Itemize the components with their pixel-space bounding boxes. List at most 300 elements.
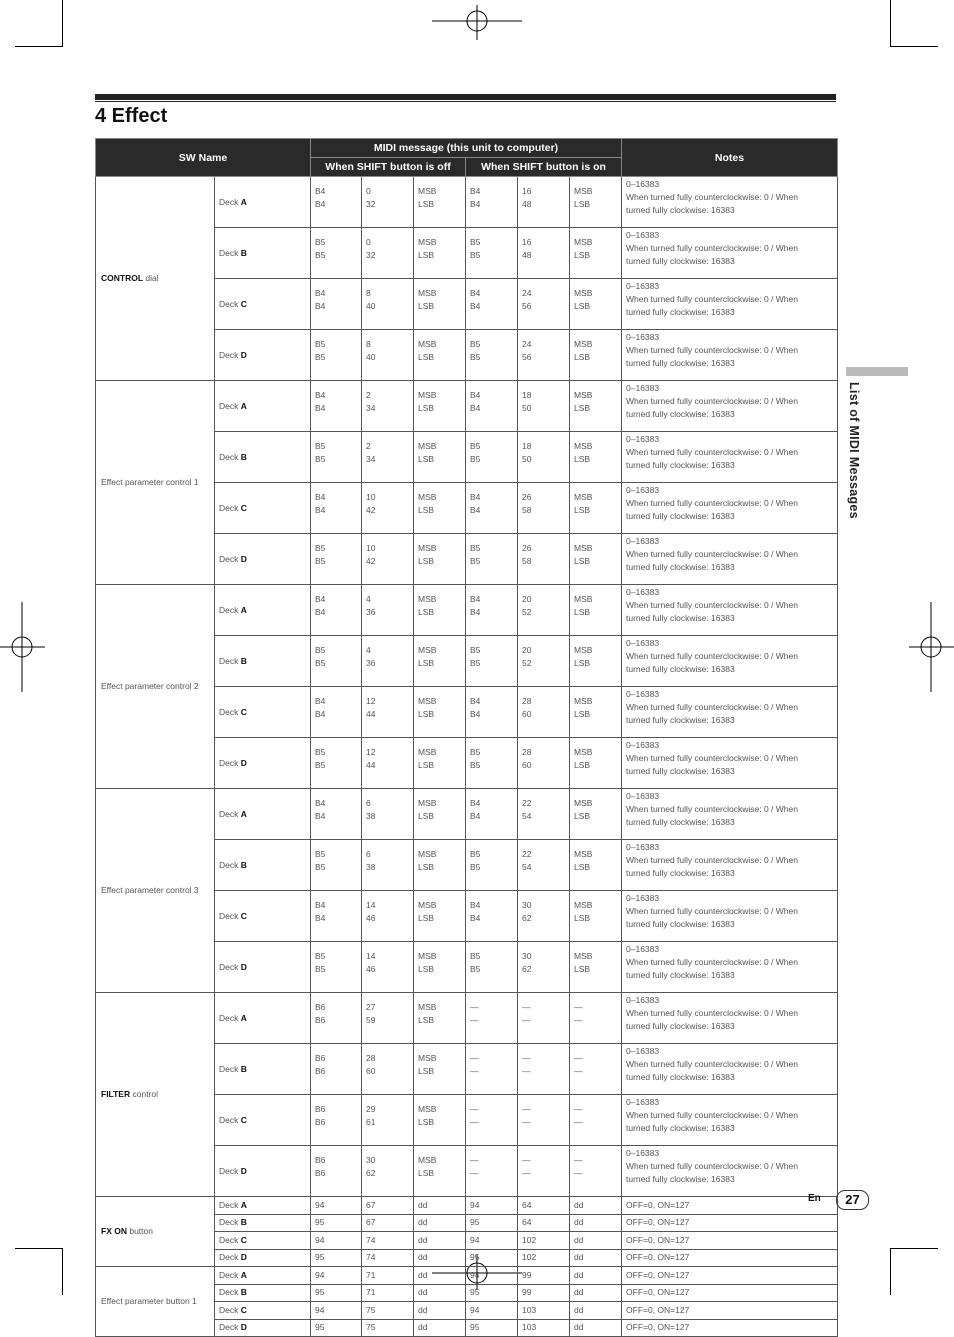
- notes-cell: [622, 1284, 838, 1302]
- midi-value: LSB: [574, 249, 591, 260]
- notes-cell: [622, 330, 838, 381]
- midi-value: B4: [470, 504, 481, 515]
- table-row: [96, 789, 838, 840]
- midi-value: MSB: [418, 798, 437, 808]
- language-label: En: [808, 1193, 821, 1204]
- midi-value: 34: [366, 402, 376, 413]
- side-label: List of MIDI Messages: [847, 382, 861, 519]
- midi-value-cell: [414, 1214, 466, 1232]
- midi-value-cell: [414, 1095, 466, 1146]
- deck-cell: [215, 1197, 311, 1215]
- midi-value-cell: [466, 534, 518, 585]
- deck-prefix: Deck: [219, 1114, 239, 1125]
- midi-value: B5: [315, 951, 326, 961]
- deck-cell: [215, 432, 311, 483]
- midi-value: LSB: [574, 657, 591, 668]
- midi-value: —: [574, 1002, 583, 1012]
- notes-cell: [622, 1232, 838, 1250]
- note-text: When turned fully counterclockwise: 0 / When: [626, 497, 798, 508]
- midi-value-cell: [466, 687, 518, 738]
- midi-value: B4: [315, 390, 326, 400]
- header-shift-on: When SHIFT button is on: [466, 158, 622, 177]
- midi-value: LSB: [418, 351, 435, 362]
- midi-value-cell: [570, 1214, 622, 1232]
- midi-value: dd: [574, 1269, 584, 1280]
- deck-letter: C: [240, 502, 247, 513]
- midi-value-cell: [570, 483, 622, 534]
- midi-value: 52: [522, 606, 532, 617]
- midi-value: dd: [574, 1252, 584, 1263]
- note-text: 0–16383: [626, 179, 660, 189]
- midi-value: B5: [315, 249, 326, 260]
- deck-prefix: Deck: [219, 1165, 239, 1176]
- deck-cell: [215, 177, 311, 228]
- note-text: turned fully clockwise: 16383: [626, 714, 735, 725]
- title-rule: [95, 94, 836, 100]
- midi-value: LSB: [418, 861, 435, 872]
- midi-value: LSB: [418, 402, 435, 413]
- midi-value: 58: [522, 555, 532, 566]
- midi-value-cell: [414, 1284, 466, 1302]
- midi-value: B6: [315, 1002, 326, 1012]
- midi-value: B5: [470, 249, 481, 260]
- deck-cell: [215, 585, 311, 636]
- midi-value: MSB: [418, 594, 437, 604]
- deck-cell: [215, 534, 311, 585]
- midi-value: LSB: [418, 606, 435, 617]
- midi-value: LSB: [574, 963, 591, 974]
- midi-value-cell: [570, 177, 622, 228]
- midi-value-cell: [362, 330, 414, 381]
- midi-value: B4: [470, 186, 481, 196]
- midi-value: MSB: [574, 645, 593, 655]
- deck-prefix: Deck: [219, 604, 239, 615]
- midi-value: 4: [366, 645, 371, 655]
- note-text: turned fully clockwise: 16383: [626, 816, 735, 827]
- midi-value: 74: [366, 1252, 376, 1263]
- notes-cell: [622, 687, 838, 738]
- deck-letter: B: [240, 247, 247, 258]
- midi-value-cell: [466, 279, 518, 330]
- midi-value: B5: [315, 453, 326, 464]
- midi-value: B5: [315, 543, 326, 553]
- midi-value-cell: [362, 1319, 414, 1337]
- header-midi-message: MIDI message (this unit to computer): [311, 139, 622, 158]
- deck-prefix: Deck: [219, 502, 239, 513]
- midi-value: 24: [522, 288, 532, 298]
- midi-value: 6: [366, 849, 371, 859]
- midi-value-cell: [466, 738, 518, 789]
- midi-value-cell: [518, 840, 570, 891]
- midi-value: LSB: [418, 504, 435, 515]
- midi-value: 56: [522, 300, 532, 311]
- sw-name-bold: FX ON: [101, 1226, 127, 1236]
- deck-letter: A: [240, 1199, 247, 1210]
- midi-value: 8: [366, 288, 371, 298]
- midi-value-cell: [518, 1232, 570, 1250]
- midi-value: —: [574, 1065, 583, 1076]
- note-text: turned fully clockwise: 16383: [626, 561, 735, 572]
- midi-value-cell: [518, 942, 570, 993]
- midi-value: MSB: [418, 696, 437, 706]
- midi-value: 44: [366, 708, 376, 719]
- midi-value: 75: [366, 1304, 376, 1315]
- midi-value: MSB: [418, 900, 437, 910]
- sw-name-text: button: [126, 1226, 153, 1236]
- midi-value-cell: [570, 1302, 622, 1320]
- note-text: 0–16383: [626, 842, 660, 852]
- midi-value: 30: [366, 1155, 376, 1165]
- note-text: turned fully clockwise: 16383: [626, 306, 735, 317]
- deck-cell: [215, 891, 311, 942]
- midi-value-cell: [362, 942, 414, 993]
- midi-value: 48: [522, 198, 532, 209]
- deck-cell: [215, 1214, 311, 1232]
- midi-value: 4: [366, 594, 371, 604]
- midi-value: 22: [522, 798, 532, 808]
- midi-value-cell: [466, 585, 518, 636]
- midi-value-cell: [311, 840, 362, 891]
- deck-letter: D: [240, 349, 247, 360]
- note-text: When turned fully counterclockwise: 0 / When: [626, 803, 798, 814]
- midi-value: B5: [315, 645, 326, 655]
- midi-value-cell: [362, 279, 414, 330]
- midi-value: dd: [418, 1199, 428, 1210]
- deck-cell: [215, 1044, 311, 1095]
- midi-value: LSB: [574, 759, 591, 770]
- midi-value: MSB: [418, 543, 437, 553]
- midi-value-cell: [570, 1319, 622, 1337]
- midi-value-cell: [466, 432, 518, 483]
- midi-value-cell: [570, 840, 622, 891]
- midi-value: B5: [315, 351, 326, 362]
- deck-letter: B: [240, 1287, 247, 1298]
- notes-cell: [622, 1302, 838, 1320]
- midi-value: B5: [470, 861, 481, 872]
- midi-value: B4: [315, 504, 326, 515]
- midi-value: dd: [418, 1322, 428, 1333]
- sw-name-bold: FILTER: [101, 1089, 131, 1100]
- deck-letter: D: [240, 961, 247, 972]
- midi-value: 46: [366, 963, 376, 974]
- deck-letter: C: [240, 1234, 247, 1245]
- midi-value: 75: [366, 1322, 376, 1333]
- deck-prefix: Deck: [219, 1252, 239, 1263]
- midi-value-cell: [570, 891, 622, 942]
- table-row: [96, 993, 838, 1044]
- midi-value-cell: [570, 381, 622, 432]
- note-text: turned fully clockwise: 16383: [626, 357, 735, 368]
- deck-prefix: Deck: [219, 1217, 239, 1228]
- midi-value: 2: [366, 390, 371, 400]
- midi-value: 28: [366, 1053, 376, 1063]
- midi-value-cell: [414, 228, 466, 279]
- midi-value: MSB: [418, 645, 437, 655]
- midi-value-cell: [414, 483, 466, 534]
- midi-value: 94: [470, 1269, 480, 1280]
- midi-value: LSB: [574, 402, 591, 413]
- midi-value-cell: [311, 381, 362, 432]
- deck-letter: B: [240, 451, 247, 462]
- midi-value: 36: [366, 657, 376, 668]
- midi-value-cell: [414, 1197, 466, 1215]
- midi-value-cell: [311, 789, 362, 840]
- midi-value: —: [574, 1167, 583, 1178]
- note-text: turned fully clockwise: 16383: [626, 408, 735, 419]
- note-text: When turned fully counterclockwise: 0 / When: [626, 650, 798, 661]
- midi-value: B5: [470, 453, 481, 464]
- midi-value: 0: [366, 186, 371, 196]
- midi-value-cell: [570, 1249, 622, 1267]
- midi-value: B5: [470, 747, 481, 757]
- midi-value-cell: [518, 1302, 570, 1320]
- notes-cell: [622, 1146, 838, 1197]
- midi-value: 60: [522, 759, 532, 770]
- midi-value-cell: [466, 1302, 518, 1320]
- deck-prefix: Deck: [219, 961, 239, 972]
- midi-value: 50: [522, 453, 532, 464]
- midi-value-cell: [466, 330, 518, 381]
- note-text: OFF=0, ON=127: [626, 1269, 690, 1280]
- midi-value-cell: [311, 1267, 362, 1285]
- midi-value: 16: [522, 186, 532, 196]
- midi-value: MSB: [418, 849, 437, 859]
- note-text: turned fully clockwise: 16383: [626, 612, 735, 623]
- deck-letter: B: [240, 1217, 247, 1228]
- deck-cell: [215, 1267, 311, 1285]
- midi-value: —: [574, 1104, 583, 1114]
- deck-cell: [215, 1095, 311, 1146]
- midi-value-cell: [518, 279, 570, 330]
- midi-value: B4: [470, 606, 481, 617]
- header-sw-name: SW Name: [96, 139, 311, 177]
- notes-cell: [622, 1044, 838, 1095]
- midi-value: B5: [470, 351, 481, 362]
- midi-value: B4: [470, 912, 481, 923]
- midi-value: —: [522, 1014, 531, 1025]
- midi-value: LSB: [418, 1116, 435, 1127]
- deck-letter: A: [240, 604, 247, 615]
- midi-value: 29: [366, 1104, 376, 1114]
- midi-value: B4: [470, 798, 481, 808]
- sw-name-text: dial: [143, 273, 159, 284]
- midi-value: B6: [315, 1053, 326, 1063]
- deck-letter: C: [240, 706, 247, 717]
- midi-value-cell: [362, 432, 414, 483]
- midi-value: 28: [522, 696, 532, 706]
- midi-value: LSB: [574, 810, 591, 821]
- midi-value: MSB: [574, 747, 593, 757]
- midi-value-cell: [311, 942, 362, 993]
- midi-value-cell: [518, 483, 570, 534]
- notes-cell: [622, 432, 838, 483]
- note-text: 0–16383: [626, 383, 660, 393]
- midi-value: 6: [366, 798, 371, 808]
- midi-value: LSB: [418, 198, 435, 209]
- midi-value-cell: [518, 738, 570, 789]
- note-text: turned fully clockwise: 16383: [626, 255, 735, 266]
- midi-value-cell: [570, 1095, 622, 1146]
- midi-table: [95, 138, 838, 1337]
- midi-value: 64: [522, 1199, 532, 1210]
- midi-value: —: [470, 1014, 479, 1025]
- midi-value: MSB: [418, 1104, 437, 1114]
- midi-value-cell: [311, 1284, 362, 1302]
- note-text: When turned fully counterclockwise: 0 / When: [626, 191, 798, 202]
- midi-value: 8: [366, 339, 371, 349]
- midi-value-cell: [570, 687, 622, 738]
- midi-value-cell: [518, 789, 570, 840]
- midi-value-cell: [518, 1197, 570, 1215]
- midi-value: 32: [366, 249, 376, 260]
- notes-cell: [622, 738, 838, 789]
- notes-cell: [622, 177, 838, 228]
- midi-value: 62: [522, 963, 532, 974]
- midi-value: 22: [522, 849, 532, 859]
- deck-cell: [215, 789, 311, 840]
- midi-value: MSB: [574, 441, 593, 451]
- midi-value-cell: [570, 993, 622, 1044]
- midi-value-cell: [466, 1284, 518, 1302]
- sw-name-text: Effect parameter button 1: [101, 1296, 197, 1306]
- midi-value: 102: [522, 1252, 537, 1263]
- midi-value-cell: [518, 1249, 570, 1267]
- deck-letter: D: [240, 1165, 247, 1176]
- midi-value: MSB: [418, 288, 437, 298]
- deck-letter: C: [240, 298, 247, 309]
- note-text: OFF=0, ON=127: [626, 1199, 690, 1210]
- midi-value: 52: [522, 657, 532, 668]
- midi-value: MSB: [574, 237, 593, 247]
- note-text: 0–16383: [626, 1046, 660, 1056]
- midi-value: 94: [315, 1199, 325, 1210]
- midi-value: MSB: [574, 186, 593, 196]
- midi-value: 27: [366, 1002, 376, 1012]
- midi-value-cell: [570, 1044, 622, 1095]
- midi-value: MSB: [418, 492, 437, 502]
- midi-value: B4: [470, 492, 481, 502]
- note-text: When turned fully counterclockwise: 0 / When: [626, 599, 798, 610]
- midi-value: —: [470, 1104, 479, 1114]
- midi-value: 62: [522, 912, 532, 923]
- deck-letter: D: [240, 1322, 247, 1333]
- notes-cell: [622, 534, 838, 585]
- midi-value: MSB: [574, 696, 593, 706]
- deck-prefix: Deck: [219, 1234, 239, 1245]
- deck-cell: [215, 1319, 311, 1337]
- deck-cell: [215, 279, 311, 330]
- deck-cell: [215, 993, 311, 1044]
- midi-value-cell: [466, 228, 518, 279]
- deck-cell: [215, 942, 311, 993]
- note-text: When turned fully counterclockwise: 0 / When: [626, 1109, 798, 1120]
- midi-value-cell: [362, 483, 414, 534]
- deck-prefix: Deck: [219, 553, 239, 564]
- midi-value-cell: [466, 381, 518, 432]
- midi-value: B5: [470, 657, 481, 668]
- note-text: 0–16383: [626, 1148, 660, 1158]
- notes-cell: [622, 789, 838, 840]
- note-text: 0–16383: [626, 740, 660, 750]
- midi-value-cell: [414, 432, 466, 483]
- table-row: [96, 585, 838, 636]
- midi-value-cell: [518, 687, 570, 738]
- midi-value-cell: [414, 789, 466, 840]
- note-text: OFF=0, ON=127: [626, 1252, 690, 1263]
- midi-value-cell: [414, 891, 466, 942]
- midi-value: B5: [315, 657, 326, 668]
- note-text: 0–16383: [626, 536, 660, 546]
- midi-value-cell: [466, 1267, 518, 1285]
- midi-value-cell: [362, 1232, 414, 1250]
- midi-value: dd: [574, 1304, 584, 1315]
- deck-letter: D: [240, 553, 247, 564]
- midi-value: 95: [470, 1287, 480, 1298]
- midi-value-cell: [518, 432, 570, 483]
- midi-value: —: [470, 1053, 479, 1063]
- midi-value-cell: [311, 738, 362, 789]
- midi-value-cell: [311, 177, 362, 228]
- note-text: 0–16383: [626, 434, 660, 444]
- midi-value-cell: [518, 1319, 570, 1337]
- midi-value: 56: [522, 351, 532, 362]
- midi-value: LSB: [418, 1167, 435, 1178]
- midi-value: —: [470, 1155, 479, 1165]
- midi-value: 40: [366, 351, 376, 362]
- midi-value: B5: [470, 543, 481, 553]
- midi-value-cell: [362, 1044, 414, 1095]
- midi-value: —: [522, 1053, 531, 1063]
- midi-value: MSB: [574, 339, 593, 349]
- midi-value-cell: [311, 636, 362, 687]
- midi-value: LSB: [574, 708, 591, 719]
- note-text: When turned fully counterclockwise: 0 / When: [626, 1007, 798, 1018]
- midi-value: B5: [315, 849, 326, 859]
- note-text: turned fully clockwise: 16383: [626, 1173, 735, 1184]
- midi-value-cell: [466, 840, 518, 891]
- midi-value: LSB: [574, 555, 591, 566]
- midi-value-cell: [311, 1197, 362, 1215]
- midi-value: —: [522, 1167, 531, 1178]
- midi-value: 54: [522, 810, 532, 821]
- midi-value: 94: [470, 1304, 480, 1315]
- midi-value-cell: [570, 1146, 622, 1197]
- midi-value: MSB: [574, 900, 593, 910]
- deck-prefix: Deck: [219, 655, 239, 666]
- note-text: turned fully clockwise: 16383: [626, 510, 735, 521]
- midi-value-cell: [414, 1044, 466, 1095]
- midi-value-cell: [570, 279, 622, 330]
- midi-value-cell: [466, 891, 518, 942]
- midi-value-cell: [466, 1044, 518, 1095]
- midi-value: 32: [366, 198, 376, 209]
- midi-value: MSB: [418, 1002, 437, 1012]
- midi-value: B6: [315, 1065, 326, 1076]
- midi-value: 64: [522, 1217, 532, 1228]
- midi-value: 42: [366, 504, 376, 515]
- note-text: OFF=0, ON=127: [626, 1217, 690, 1228]
- midi-value: —: [574, 1155, 583, 1165]
- midi-value: —: [522, 1104, 531, 1114]
- title-rule-thin: [95, 101, 836, 102]
- midi-value-cell: [466, 1232, 518, 1250]
- midi-value: dd: [418, 1252, 428, 1263]
- midi-value: B4: [470, 288, 481, 298]
- note-text: OFF=0, ON=127: [626, 1304, 690, 1315]
- midi-value: 38: [366, 861, 376, 872]
- midi-value: B4: [470, 198, 481, 209]
- midi-value-cell: [466, 789, 518, 840]
